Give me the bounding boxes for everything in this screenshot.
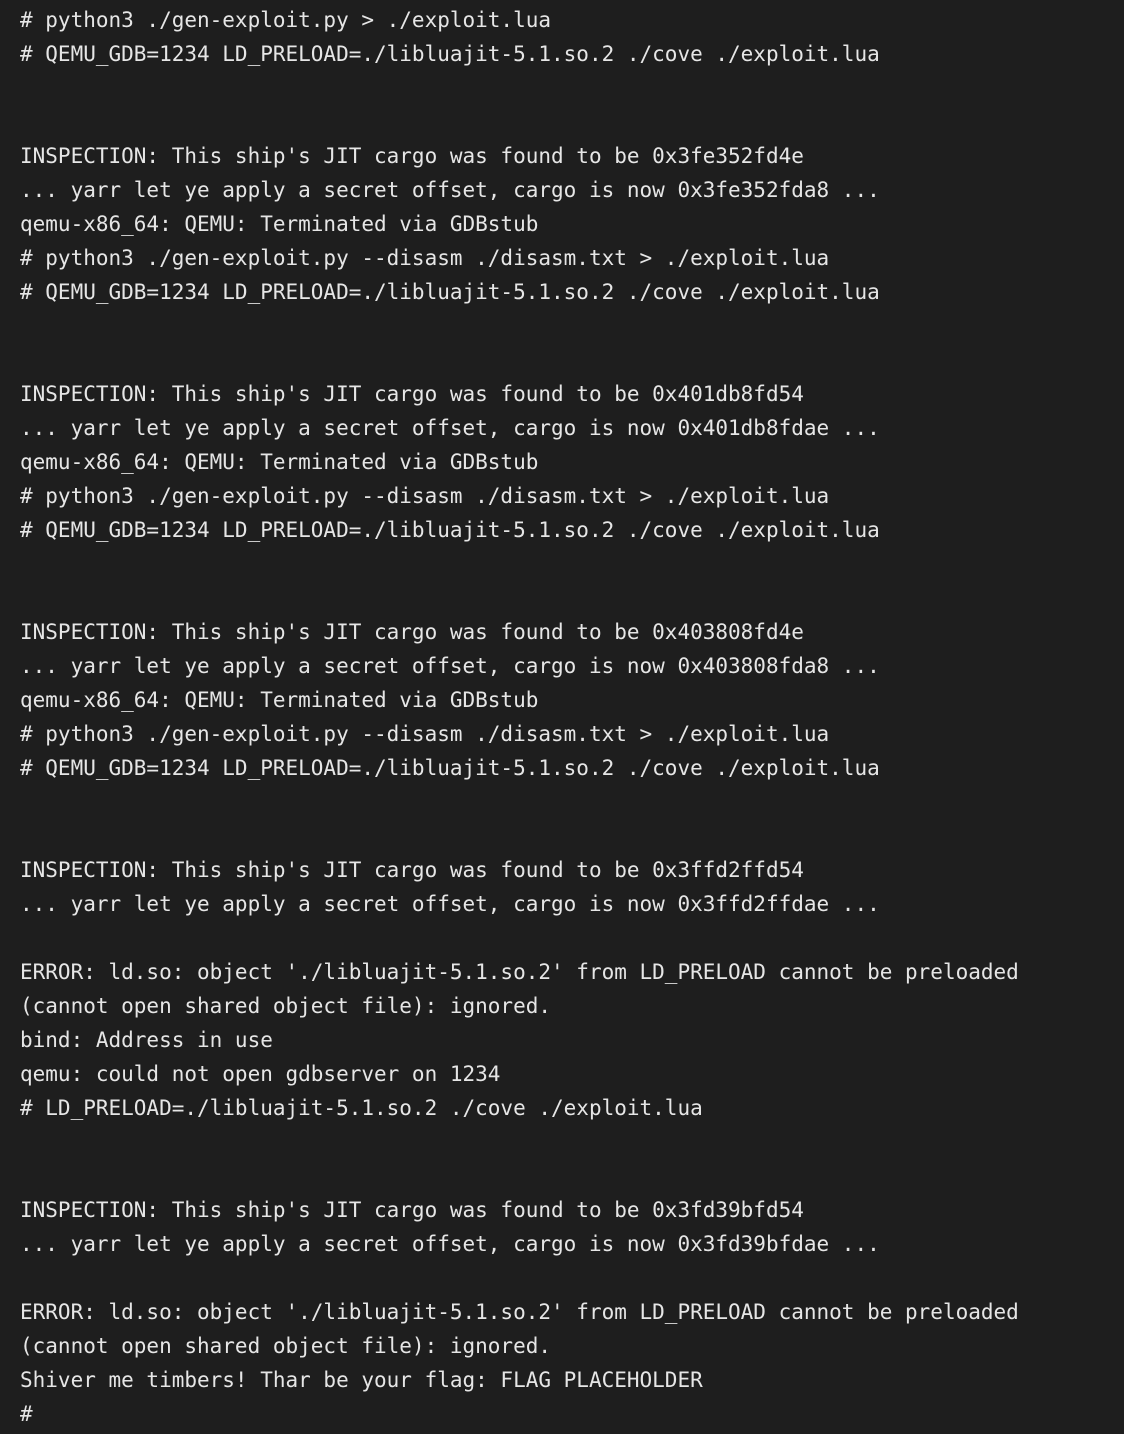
terminal-line: # python3 ./gen-exploit.py > ./exploit.lua: [20, 8, 552, 32]
terminal-line: ... yarr let ye apply a secret offset, cargo is now 0x3ffd2ffdae ...: [20, 892, 880, 916]
terminal-line: # python3 ./gen-exploit.py --disasm ./disasm.txt > ./exploit.lua: [20, 484, 830, 508]
terminal-line: [20, 921, 1124, 955]
terminal-line: [20, 1159, 1124, 1193]
terminal-line: bind: Address in use: [20, 1028, 273, 1052]
terminal-line: INSPECTION: This ship's JIT cargo was found to be 0x3fe352fd4e: [20, 144, 804, 168]
terminal-line: # QEMU_GDB=1234 LD_PRELOAD=./libluajit-5.1.so.2 ./cove ./exploit.lua: [20, 756, 880, 780]
terminal-line: ERROR: ld.so: object './libluajit-5.1.so.2' from LD_PRELOAD cannot be preloaded: [20, 960, 1019, 984]
terminal-line: INSPECTION: This ship's JIT cargo was found to be 0x3fd39bfd54: [20, 1198, 804, 1222]
terminal-line: INSPECTION: This ship's JIT cargo was found to be 0x403808fd4e: [20, 620, 804, 644]
terminal-line: [20, 309, 1124, 343]
terminal-line: # QEMU_GDB=1234 LD_PRELOAD=./libluajit-5.1.so.2 ./cove ./exploit.lua: [20, 518, 880, 542]
terminal-line: [20, 1125, 1124, 1159]
terminal-line: ERROR: ld.so: object './libluajit-5.1.so.2' from LD_PRELOAD cannot be preloaded: [20, 1300, 1019, 1324]
terminal-line: ... yarr let ye apply a secret offset, cargo is now 0x3fe352fda8 ...: [20, 178, 880, 202]
terminal-line: # python3 ./gen-exploit.py --disasm ./disasm.txt > ./exploit.lua: [20, 722, 830, 746]
terminal-line: #: [20, 1402, 33, 1426]
terminal-line: ... yarr let ye apply a secret offset, cargo is now 0x3fd39bfdae ...: [20, 1232, 880, 1256]
terminal-line: INSPECTION: This ship's JIT cargo was found to be 0x3ffd2ffd54: [20, 858, 804, 882]
terminal-line: [20, 547, 1124, 581]
terminal-line: [20, 1261, 1124, 1295]
terminal-line: # python3 ./gen-exploit.py --disasm ./disasm.txt > ./exploit.lua: [20, 246, 830, 270]
terminal-line: INSPECTION: This ship's JIT cargo was found to be 0x401db8fd54: [20, 382, 804, 406]
terminal-line: qemu-x86_64: QEMU: Terminated via GDBstub: [20, 688, 539, 712]
terminal-line: (cannot open shared object file): ignored.: [20, 1334, 552, 1358]
terminal-line: [20, 71, 1124, 105]
terminal-line: ... yarr let ye apply a secret offset, cargo is now 0x401db8fdae ...: [20, 416, 880, 440]
terminal-line: [20, 105, 1124, 139]
terminal-line: qemu-x86_64: QEMU: Terminated via GDBstub: [20, 212, 539, 236]
terminal-line: [20, 819, 1124, 853]
terminal-line: # QEMU_GDB=1234 LD_PRELOAD=./libluajit-5.1.so.2 ./cove ./exploit.lua: [20, 280, 880, 304]
terminal-line: ... yarr let ye apply a secret offset, cargo is now 0x403808fda8 ...: [20, 654, 880, 678]
terminal-line: [20, 785, 1124, 819]
terminal-line: qemu-x86_64: QEMU: Terminated via GDBstub: [20, 450, 539, 474]
terminal-line: [20, 343, 1124, 377]
terminal-line: qemu: could not open gdbserver on 1234: [20, 1062, 501, 1086]
terminal-line: # LD_PRELOAD=./libluajit-5.1.so.2 ./cove ./exploit.lua: [20, 1096, 703, 1120]
terminal-line: Shiver me timbers! Thar be your flag: FLAG PLACEHOLDER: [20, 1368, 703, 1392]
terminal-line: # QEMU_GDB=1234 LD_PRELOAD=./libluajit-5.1.so.2 ./cove ./exploit.lua: [20, 42, 880, 66]
terminal-line: (cannot open shared object file): ignored.: [20, 994, 552, 1018]
terminal-line: [20, 581, 1124, 615]
